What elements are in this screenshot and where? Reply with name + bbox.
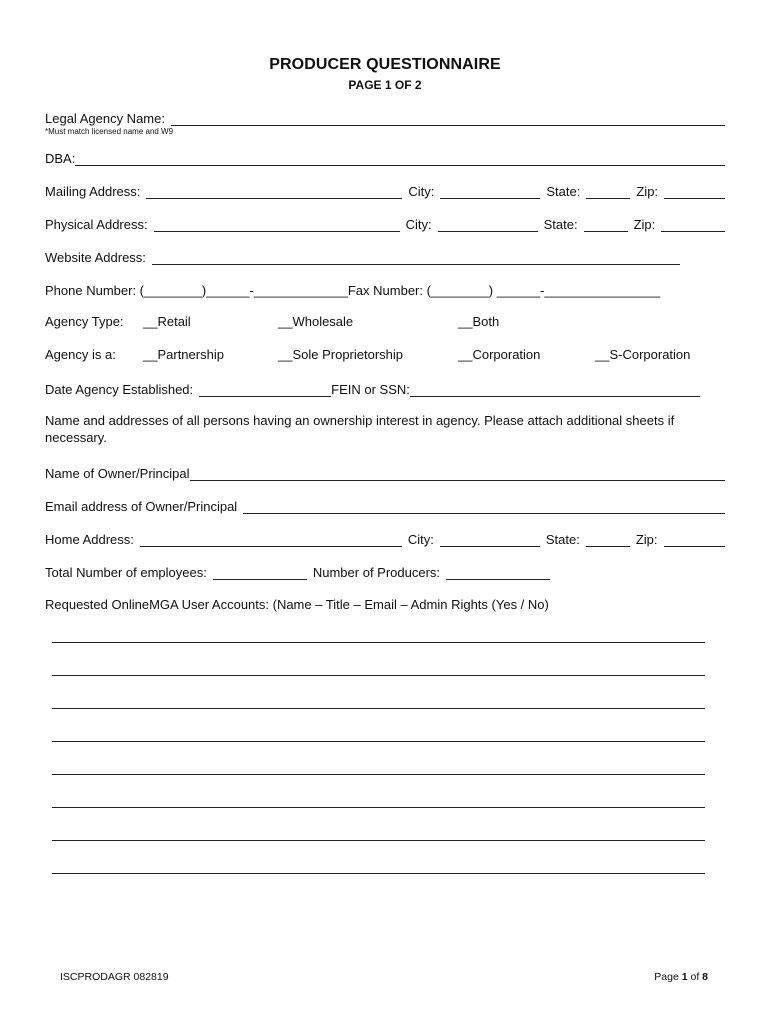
page-total: 8 (702, 971, 708, 983)
page-title: PRODUCER QUESTIONNAIRE (269, 56, 501, 73)
employees-row (45, 562, 550, 580)
owner-email-row (45, 496, 725, 514)
owner-email-label: Email address of Owner/Principal (45, 499, 238, 514)
fein-field[interactable] (410, 383, 700, 397)
home-state-label: State: (545, 532, 580, 547)
user-account-line[interactable] (52, 675, 705, 676)
mailing-field[interactable] (146, 185, 402, 199)
producers-label: Number of Producers: (312, 565, 441, 580)
legal-name-row (45, 108, 725, 126)
home-city-label: City: (407, 532, 434, 547)
website-label: Website Address: (45, 250, 146, 265)
physical-field[interactable] (154, 218, 400, 232)
home-zip-label: Zip: (635, 532, 658, 547)
agency-type-retail[interactable]: __Retail (143, 314, 191, 329)
employees-label: Total Number of employees: (45, 565, 207, 580)
legal-name-note: *Must match licensed name and W9 (45, 127, 174, 136)
agency-type-label: Agency Type: (45, 314, 124, 329)
home-label: Home Address: (45, 532, 134, 547)
owner-name-row (45, 463, 725, 481)
user-account-line[interactable] (52, 741, 705, 742)
mailing-city-field[interactable] (440, 185, 540, 199)
page-subtitle: PAGE 1 OF 2 (348, 78, 422, 92)
physical-state-label: State: (543, 217, 578, 232)
website-field[interactable] (152, 251, 680, 265)
agency-is-label: Agency is a: (45, 347, 116, 362)
ownership-note: Name and addresses of all persons having an ownership interest in agency. Please attach additional sheets if necessary. (45, 413, 675, 445)
physical-label: Physical Address: (45, 217, 148, 232)
established-label: Date Agency Established: (45, 382, 194, 397)
home-zip-field[interactable] (664, 533, 725, 547)
agency-is-sole-prop[interactable]: __Sole Proprietorship (278, 347, 404, 362)
owner-name-label: Name of Owner/Principal (45, 466, 190, 481)
dba-label: DBA: (45, 151, 76, 166)
agency-type-both[interactable]: __Both (458, 314, 500, 329)
user-accounts-label: Requested OnlineMGA User Accounts: (Name – Title – Email – Admin Rights (Yes / No) (45, 597, 549, 612)
agency-is-partnership[interactable]: __Partnership (143, 347, 224, 362)
user-account-line[interactable] (52, 774, 705, 775)
physical-state-field[interactable] (584, 218, 628, 232)
producers-field[interactable] (446, 566, 550, 580)
agency-type-wholesale[interactable]: __Wholesale (278, 314, 354, 329)
legal-name-label: Legal Agency Name: (45, 111, 165, 126)
home-state-field[interactable] (586, 533, 630, 547)
mailing-zip-label: Zip: (636, 184, 659, 199)
mailing-state-field[interactable] (586, 185, 630, 199)
mailing-label: Mailing Address: (45, 184, 141, 199)
mailing-zip-field[interactable] (664, 185, 725, 199)
owner-name-field[interactable] (190, 467, 726, 481)
dba-field[interactable] (75, 152, 725, 166)
user-account-line[interactable] (52, 840, 705, 841)
home-field[interactable] (140, 533, 402, 547)
established-field[interactable] (199, 383, 331, 397)
physical-row (45, 214, 725, 232)
mailing-city-label: City: (408, 184, 435, 199)
form-code: ISCPRODAGR 082819 (60, 971, 169, 983)
user-account-line[interactable] (52, 873, 705, 874)
home-city-field[interactable] (440, 533, 540, 547)
dba-row (45, 148, 725, 166)
physical-city-field[interactable] (438, 218, 538, 232)
established-row (45, 379, 700, 397)
agency-is-corporation[interactable]: __Corporation (458, 347, 541, 362)
legal-name-field[interactable] (171, 112, 725, 126)
fax-field[interactable]: Fax Number: (________) ______-________________ (347, 283, 661, 298)
physical-zip-field[interactable] (661, 218, 725, 232)
phone-row (45, 280, 725, 298)
mailing-row (45, 181, 725, 199)
employees-field[interactable] (213, 566, 307, 580)
page-of: of (687, 971, 703, 983)
user-account-line[interactable] (52, 642, 705, 643)
physical-zip-label: Zip: (633, 217, 656, 232)
physical-city-label: City: (405, 217, 432, 232)
mailing-state-label: State: (546, 184, 581, 199)
page-indicator (654, 971, 708, 983)
page-prefix: Page (654, 971, 682, 983)
user-account-line[interactable] (52, 807, 705, 808)
page-number: 1 (681, 971, 688, 983)
fein-label: FEIN or SSN: (331, 382, 410, 397)
user-account-line[interactable] (52, 708, 705, 709)
agency-is-s-corp[interactable]: __S-Corporation (595, 347, 691, 362)
phone-field[interactable]: Phone Number: (________)______-_____________ (45, 283, 348, 298)
home-row (45, 529, 725, 547)
website-row (45, 247, 680, 265)
owner-email-field[interactable] (243, 500, 725, 514)
